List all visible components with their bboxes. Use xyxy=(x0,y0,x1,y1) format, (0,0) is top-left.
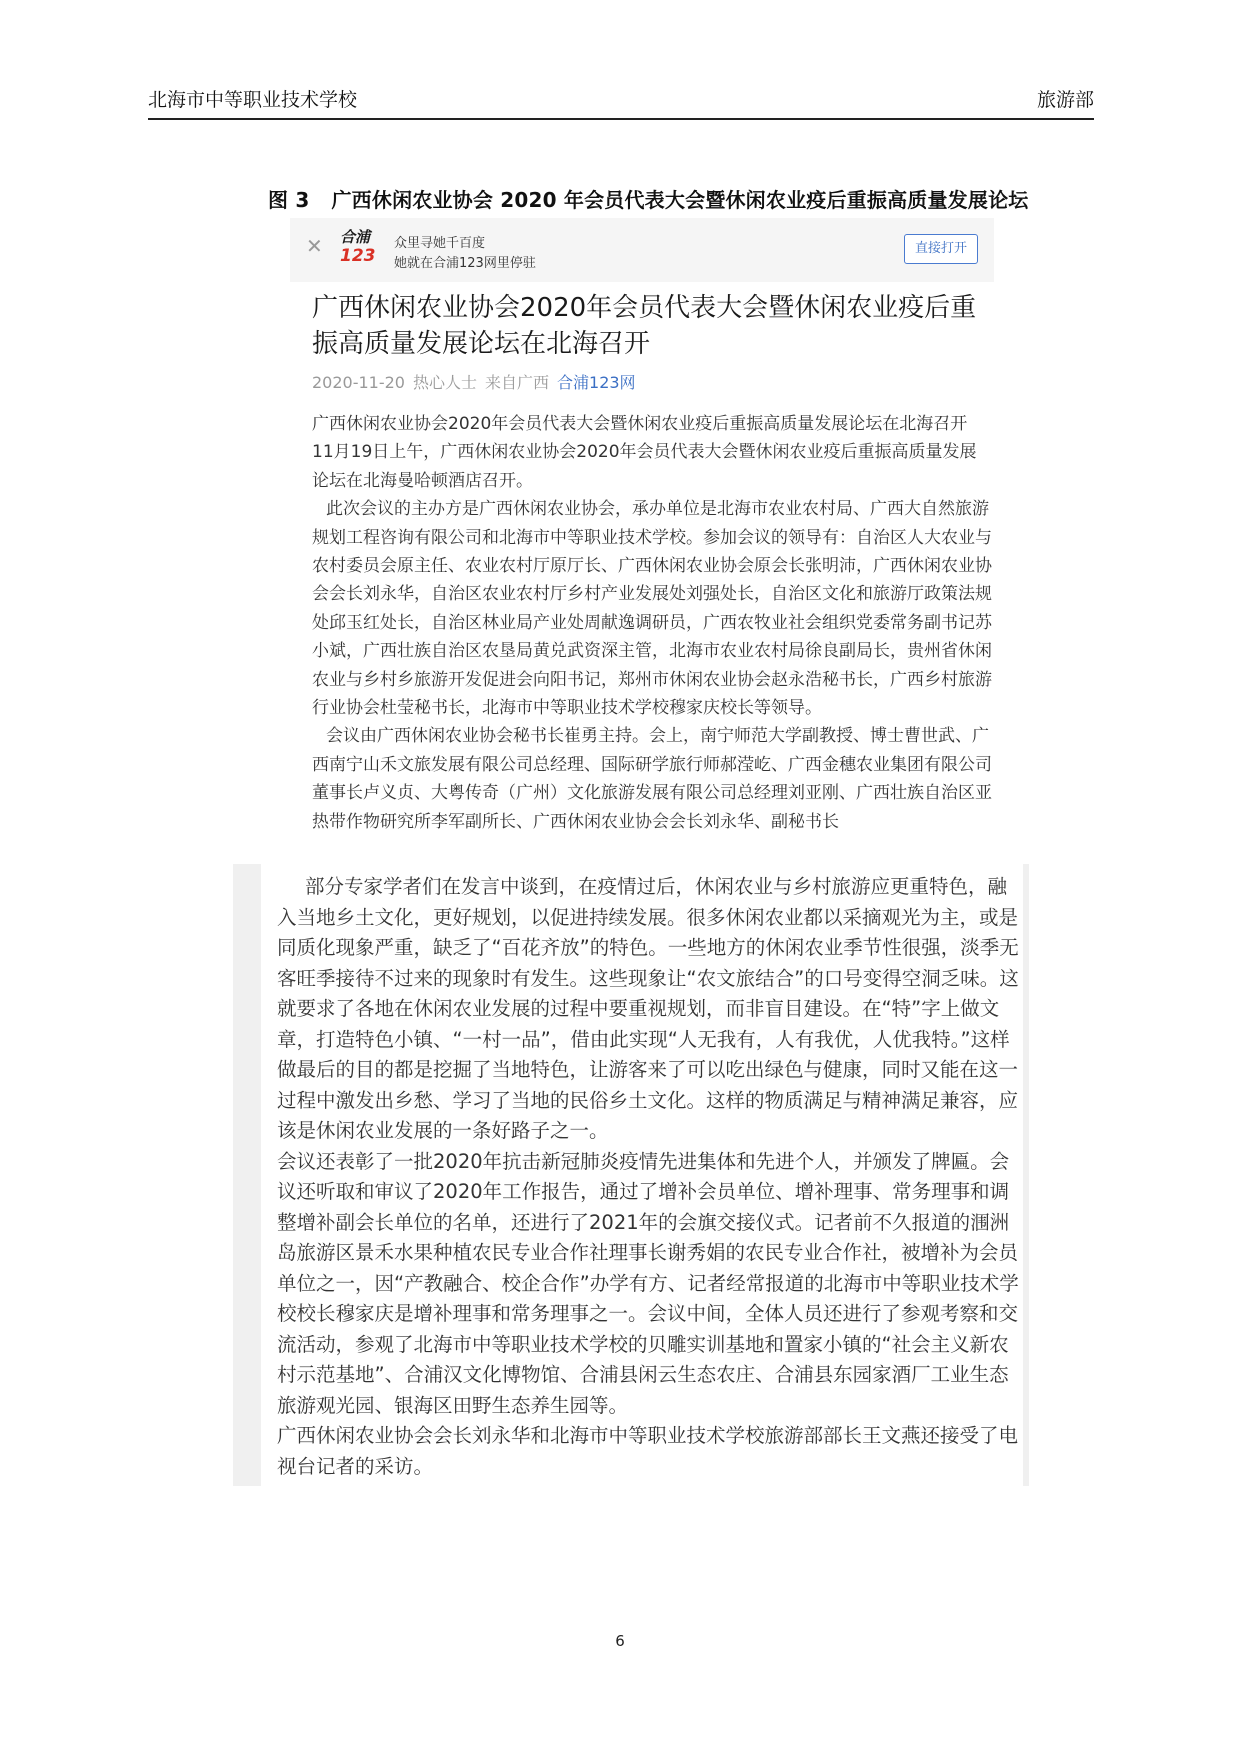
article-screenshot-bottom xyxy=(233,864,1029,1486)
article-screenshot-top xyxy=(280,214,1012,866)
article-body-top xyxy=(312,410,992,836)
app-download-banner xyxy=(290,218,994,282)
hepu123-logo xyxy=(340,228,380,270)
article-meta xyxy=(312,370,644,393)
figure-number: 图 3 xyxy=(268,188,310,212)
header-school-name: 北海市中等职业技术学校 xyxy=(148,89,358,111)
article-paragraph: 广西休闲农业协会会长刘永华和北海市中等职业技术学校旅游部部长王文燕还接受了电视台记者的采访。 xyxy=(277,1424,1019,1478)
figure-caption-text: 广西休闲农业协会 2020 年会员代表大会暨休闲农业疫后重振高质量发展论坛 xyxy=(331,188,1029,212)
article-source-link[interactable]: 合浦123网 xyxy=(557,373,636,392)
screenshot-margin-right xyxy=(1023,864,1029,1486)
article-paragraph: 会议由广西休闲农业协会秘书长崔勇主持。会上，南宁师范大学副教授、博士曹世武、广西南宁山禾文旅发展有限公司总经理、国际研学旅行师郝滢屹、广西金穗农业集团有限公司董事长卢义贞、大粤传奇（广州）文化旅游发展有限公司总经理刘亚刚、广西壮族自治区亚热带作物研究所李军副所长、广西休闲农业协会会长刘永华、副秘书长 xyxy=(312,726,992,832)
screenshot-margin-left xyxy=(233,864,261,1486)
banner-tagline-2: 她就在合浦123网里停驻 xyxy=(394,256,536,271)
article-title: 广西休闲农业协会2020年会员代表大会暨休闲农业疫后重振高质量发展论坛在北海召开 xyxy=(312,293,977,359)
logo-text-bottom: 123 xyxy=(340,246,376,266)
article-date: 2020-11-20 xyxy=(312,373,405,392)
figure-caption xyxy=(268,184,1068,213)
article-body-bottom xyxy=(277,872,1021,1482)
article-paragraph: 11月19日上午，广西休闲农业协会2020年会员代表大会暨休闲农业疫后重振高质量发展论坛在北海曼哈顿酒店召开。 xyxy=(312,442,977,491)
banner-tagline-1: 众里寻她千百度 xyxy=(394,236,486,251)
article-paragraph: 广西休闲农业协会2020年会员代表大会暨休闲农业疫后重振高质量发展论坛在北海召开 xyxy=(312,414,968,434)
article-paragraph: 会议还表彰了一批2020年抗击新冠肺炎疫情先进集体和先进个人，并颁发了牌匾。会议还听取和审议了2020年工作报告，通过了增补会员单位、增补理事、常务理事和调整增补副会长单位的名单，还进行了2021年的会旗交接仪式。记者前不久报道的涠洲岛旅游区景禾水果种植农民专业合作社理事长谢秀娟的农民专业合作社，被增补为会员单位之一，因“产教融合、校企合作”办学有方、记者经常报道的北海市中等职业技术学校校长穆家庆是增补理事和常务理事之一。会议中间，全体人员还进行了参观考察和交流活动，参观了北海市中等职业技术学校的贝雕实训基地和置家小镇的“社会主义新农村示范基地”、合浦汉文化博物馆、合浦县闲云生态农庄、合浦县东园家酒厂工业生态旅游观光园、银海区田野生态养生园等。 xyxy=(277,1149,1019,1417)
page-header xyxy=(148,84,1094,120)
article-paragraph: 部分专家学者们在发言中谈到，在疫情过后，休闲农业与乡村旅游应更重特色，融入当地乡土文化，更好规划，以促进持续发展。很多休闲农业都以采摘观光为主，或是同质化现象严重，缺乏了“百花齐放”的特色。一些地方的休闲农业季节性很强，淡季无客旺季接待不过来的现象时有发生。这些现象让“农文旅结合”的口号变得空洞乏味。这就要求了各地在休闲农业发展的过程中要重视规划，而非盲目建设。在“特”字上做文章，打造特色小镇、“一村一品”，借由此实现“人无我有，人有我优，人优我特。”这样做最后的目的都是挖掘了当地特色，让游客来了可以吃出绿色与健康，同时又能在这一过程中激发出乡愁、学习了当地的民俗乡土文化。这样的物质满足与精神满足兼容，应该是休闲农业发展的一条好路子之一。 xyxy=(277,875,1019,1142)
open-app-button[interactable]: 直接打开 xyxy=(904,234,978,264)
article-location: 来自广西 xyxy=(485,373,550,392)
logo-text-top: 合浦 xyxy=(340,228,371,246)
page-number: 6 xyxy=(615,1632,625,1650)
article-paragraph: 此次会议的主办方是广西休闲农业协会，承办单位是北海市农业农村局、广西大自然旅游规划工程咨询有限公司和北海市中等职业技术学校。参加会议的领导有：自治区人大农业与农村委员会原主任、农业农村厅原厅长、广西休闲农业协会原会长张明沛，广西休闲农业协会会长刘永华，自治区农业农村厅乡村产业发展处刘强处长，自治区文化和旅游厅政策法规处邱玉红处长，自治区林业局产业处周献逸调研员，广西农牧业社会组织党委常务副书记苏小斌，广西壮族自治区农垦局黄兑武资深主管，北海市农业农村局徐良副局长，贵州省休闲农业与乡村乡旅游开发促进会向阳书记，郑州市休闲农业协会赵永浩秘书长，广西乡村旅游行业协会杜莹秘书长，北海市中等职业技术学校穆家庆校长等领导。 xyxy=(312,499,992,719)
close-icon[interactable]: ✕ xyxy=(306,234,323,258)
header-department: 旅游部 xyxy=(1036,89,1094,111)
article-author: 热心人士 xyxy=(412,373,477,392)
